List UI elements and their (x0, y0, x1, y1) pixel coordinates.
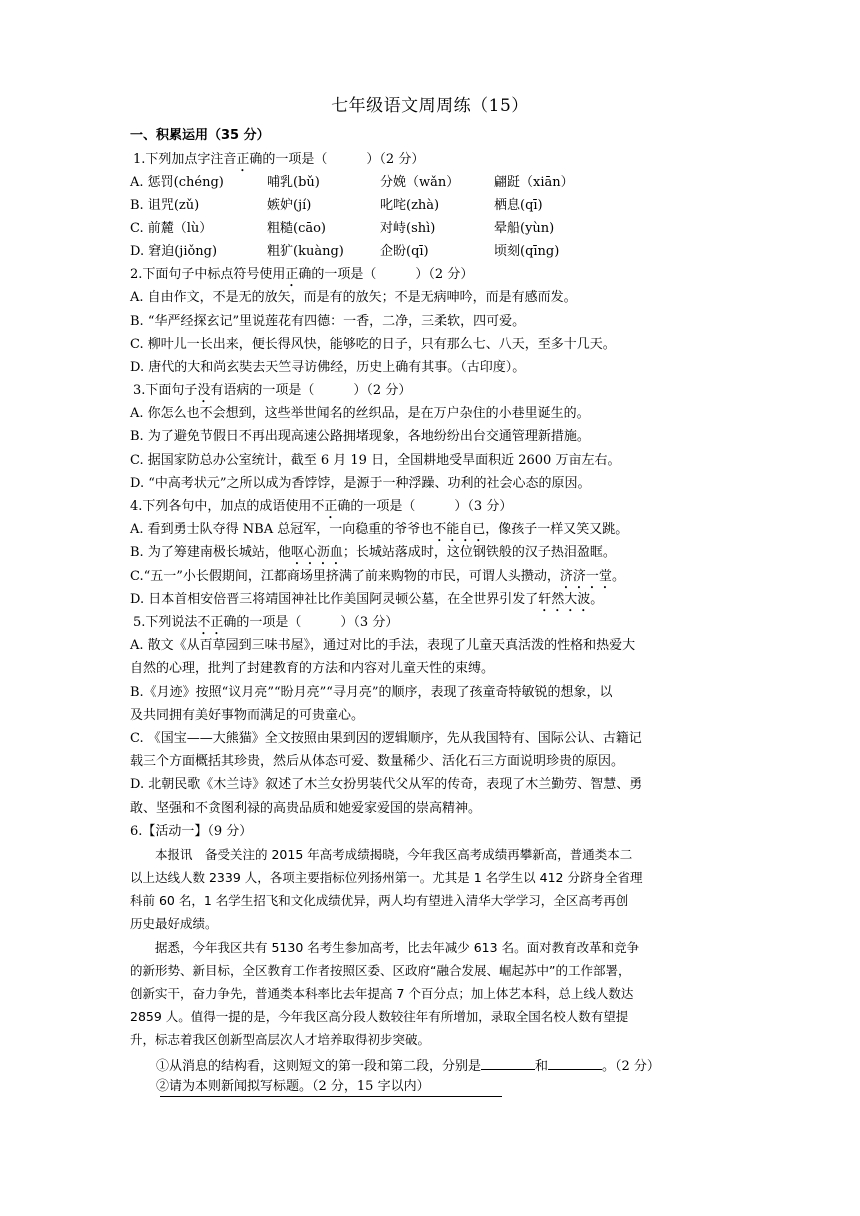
q5-stem: 5.下列说法不正确的一项是（ ）（3 分） (133, 615, 399, 630)
q2-option-d: D. 唐代的大和尚玄奘去天竺寻访佛经，历史上确有其事。（古印度）。 (130, 360, 526, 375)
news-line: 2859 人。值得一提的是，今年我区高分段人数较往年有所增加，录取全国名校人数有望提 (130, 1009, 629, 1024)
answer-blank-2[interactable] (548, 1055, 602, 1070)
news-line: 科前 60 名，1 名学生招飞和文化成绩优异，两人均有望进入清华大学学习，全区高考再创 (130, 893, 629, 908)
q6-heading: 6.【活动一】（9 分） (130, 824, 253, 839)
q3-emphasis: 没 (197, 383, 211, 398)
news-line: 据悉，今年我区共有 5130 名考生参加高考，比去年减少 613 名。面对教育改革和竞争 (130, 940, 640, 955)
q6-sub2: ②请为本则新闻拟写标题。（2 分，15 字以内） (130, 1079, 430, 1094)
q4-emphasis: 正 (324, 499, 338, 514)
news-line: 以上达线人数 2339 人，各项主要指标位列扬州第一。尤其是 1 名学生以 412 分跻身全省理 (130, 870, 643, 885)
answer-blank-1[interactable] (481, 1055, 535, 1070)
q1-option-row-c: C. 前麓（lù） 粗糙(cāo) 对峙(shì) 晕船(yùn) (130, 221, 555, 236)
page-title: 七年级语文周周练（15） (331, 96, 529, 116)
q3-option-c: C. 据国家防总办公室统计，截至 6 月 19 日，全国耕地受旱面积近 2600 万亩左右。 (130, 453, 621, 468)
q2-option-b: B. “华严经探玄记”里说莲花有四德：一香，二净，三柔软，四可爱。 (130, 314, 526, 329)
q6-sub1: ①从消息的结构看，这则短文的第一段和第二段，分别是 和 。（2 分） (130, 1055, 740, 1076)
q5-line: D. 北朝民歌《木兰诗》叙述了木兰女扮男装代父从军的传奇，表现了木兰勤劳、智慧、勇 (130, 777, 643, 792)
news-line: 创新实干，奋力争先，普通类本科率比去年提高 7 个百分点；加上体艺本科，总上线人数达 (130, 986, 634, 1001)
q4-option-c: C.“五一”小长假期间，江都商场里挤满了前来购物的市民，可谓人头攒动，济济一堂。 (130, 569, 625, 584)
q5-line: 载三个方面概括其珍贵，然后从体态可爱、数量稀少、活化石三方面说明珍贵的原因。 (130, 754, 625, 769)
q1-option-row-d: D. 窘迫(jiǒng) 粗犷(kuàng) 企盼(qī) 顷刻(qīng) (130, 244, 560, 259)
q4-option-a: A. 看到勇士队夺得 NBA 总冠军，一向稳重的爷爷也不能自已，像孩子一样又笑又跳。 (130, 522, 629, 537)
q1-emphasis: 正 (236, 152, 250, 167)
q2-emphasis: 正 (285, 267, 299, 282)
q5-line: 自然的心理，批判了封建教育的方法和内容对儿童天性的束缚。 (130, 661, 495, 676)
q5-line: A. 散文《从百草园到三味书屋》，通过对比的手法，表现了儿童天真活泼的性格和热爱大 (130, 638, 636, 653)
q2-stem: 2.下面句子中标点符号使用正确的一项是（ ）（2 分） (130, 267, 474, 282)
q5-emphasis: 不正 (197, 615, 224, 630)
q5-line: C. 《国宝——大熊猫》全文按照由果到因的逻辑顺序，先从我国特有、国际公认、古籍记 (130, 731, 642, 746)
q4-idiom-a: 不能自已 (433, 522, 486, 537)
news-line: 升，标志着我区创新型高层次人才培养取得初步突破。 (130, 1032, 431, 1047)
q4-stem: 4.下列各句中，加点的成语使用不正确的一项是（ ）（3 分） (130, 499, 513, 514)
q5-line: 敢、坚强和不贪图利禄的高贵品质和她爱家爱国的崇高精神。 (130, 801, 482, 816)
q3-stem: 3.下面句子没有语病的一项是（ ）（2 分） (133, 383, 412, 398)
q4-idiom-d: 轩然大波 (538, 592, 591, 607)
q3-option-b: B. 为了避免节假日不再出现高速公路拥堵现象，各地纷纷出台交通管理新措施。 (130, 429, 590, 444)
q1-stem: 1.下列加点字注音正确的一项是（ ）（2 分） (133, 152, 425, 167)
news-line: 历史最好成绩。 (130, 916, 218, 931)
headline-answer-line[interactable] (160, 1096, 502, 1097)
news-line: 本报讯 备受关注的 2015 年高考成绩揭晓，今年我区高考成绩再攀新高，普通类本二 (130, 847, 633, 862)
q3-option-a: A. 你怎么也不会想到，这些举世闻名的丝织品，是在万户杂住的小巷里诞生的。 (130, 406, 590, 421)
news-line: 的新形势、新目标，全区教育工作者按照区委、区政府“融合发展、崛起苏中”的工作部署， (130, 963, 631, 978)
q2-option-a: A. 自由作文，不是无的放矢，而是有的放矢；不是无病呻吟，而是有感而发。 (130, 290, 577, 305)
q4-idiom-c: 济济一堂 (559, 569, 612, 584)
q5-line: 及共同拥有美好事物而满足的可贵童心。 (130, 708, 365, 723)
q1-option-row-a: A. 惩罚(chéng) 哺乳(bǔ) 分娩（wǎn） 翩跹（xiān） (130, 175, 574, 190)
q5-line: B.《月迹》按照“议月亮”“盼月亮”“寻月亮”的顺序，表现了孩童奇特敏锐的想象，以 (130, 685, 613, 700)
q3-option-d: D. “中高考状元”之所以成为香饽饽，是源于一种浮躁、功利的社会心态的原因。 (130, 476, 591, 491)
q1-option-row-b: B. 诅咒(zǔ) 嫉妒(jí) 叱咤(zhà) 栖息(qī) (130, 198, 543, 213)
q2-option-c: C. 柳叶儿一长出来，便长得风快，能够吃的日子，只有那么七、八天，至多十几天。 (130, 337, 616, 352)
q4-option-b: B. 为了筹建南极长城站，他呕心沥血；长城站落成时，这位钢铁般的汉子热泪盈眶。 (130, 545, 616, 560)
q4-option-d: D. 日本首相安倍晋三将靖国神社比作美国阿灵顿公墓，在全世界引发了轩然大波。 (130, 592, 604, 607)
section-heading: 一、积累运用（35 分） (130, 128, 270, 143)
q4-idiom-b: 呕心沥血 (290, 545, 343, 560)
